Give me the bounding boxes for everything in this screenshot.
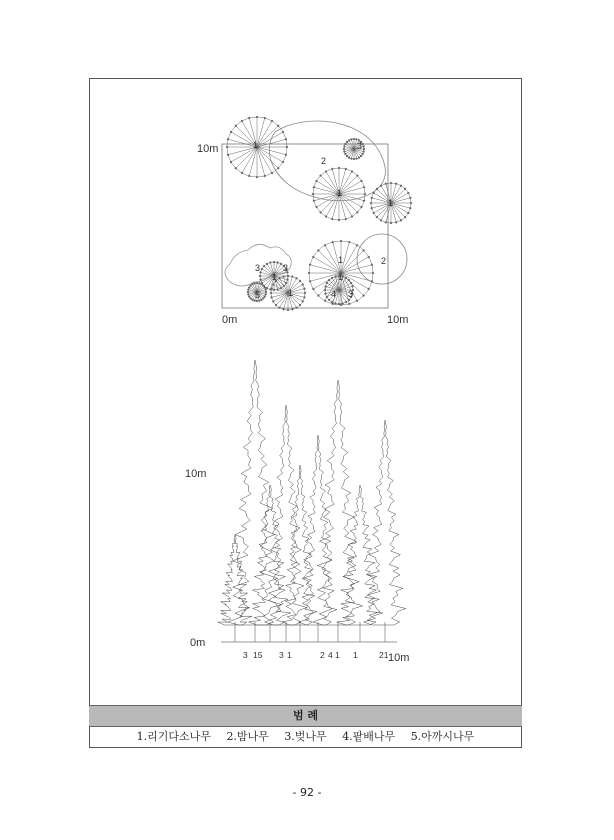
legend-item-3: 3.벚나무 [284, 730, 327, 743]
plan-origin-label: 0m [222, 314, 238, 326]
elev-y-top-label: 10m [185, 468, 207, 480]
elev-mark-3: 3 [279, 650, 284, 660]
elev-x-end-label: 10m [388, 652, 410, 664]
elev-mark-8: 1 [353, 650, 358, 660]
elev-mark-9: 21 [379, 650, 389, 660]
elev-mark-4: 1 [287, 650, 292, 660]
plan-mark-1e: 1 [272, 272, 278, 282]
legend-item-4: 4.팥배나무 [342, 730, 396, 743]
elev-mark-2: 15 [253, 650, 263, 660]
chestnut-crown [269, 121, 385, 201]
elev-mark-7: 1 [335, 650, 340, 660]
tree-silhouette [313, 380, 363, 642]
plan-mark-3b: 3 [255, 263, 261, 273]
tree-silhouettes [218, 360, 406, 642]
plan-mark-3c: 3 [283, 263, 289, 273]
legend-item-5: 5.아까시나무 [410, 730, 475, 743]
plan-mark-4: 4 [331, 289, 337, 299]
elevation-diagram [175, 345, 435, 675]
plan-mark-1d: 1 [338, 272, 344, 282]
plan-mark-1g: 1 [338, 255, 344, 265]
plan-mark-1f: 1 [288, 288, 294, 298]
legend-items [89, 727, 522, 747]
plan-mark-1b: 1 [337, 188, 343, 198]
tree-silhouette [364, 420, 406, 642]
plan-mark-2a: 2 [321, 156, 327, 166]
legend-title: 범 례 [89, 705, 522, 727]
plan-mark-2b: 2 [381, 256, 387, 266]
legend-item-2: 2.밤나무 [226, 730, 269, 743]
elev-origin-label: 0m [190, 637, 206, 649]
plan-mark-3d: 3 [348, 289, 354, 299]
elev-mark-5: 2 [320, 650, 325, 660]
plan-mark-1c: 1 [388, 198, 394, 208]
legend-item-1: 1.리기다소나무 [136, 730, 211, 743]
plan-mark-5: 5 [255, 290, 261, 300]
tree-silhouette [249, 485, 291, 642]
elev-mark-1: 3 [243, 650, 248, 660]
plan-x-end-label: 10m [387, 314, 409, 326]
tree-silhouette [299, 435, 337, 642]
tree-silhouette [218, 535, 252, 642]
tree-silhouette [228, 360, 282, 642]
tree-silhouette [283, 465, 317, 642]
plan-mark-3a: 3 [357, 141, 363, 151]
plan-mark-1a: 1 [253, 140, 259, 150]
plan-view-diagram [175, 112, 435, 337]
elev-mark-6: 4 [328, 650, 333, 660]
plan-y-top-label: 10m [197, 143, 219, 155]
page-number: - 92 - [292, 786, 322, 799]
plan-boundary [222, 144, 388, 308]
